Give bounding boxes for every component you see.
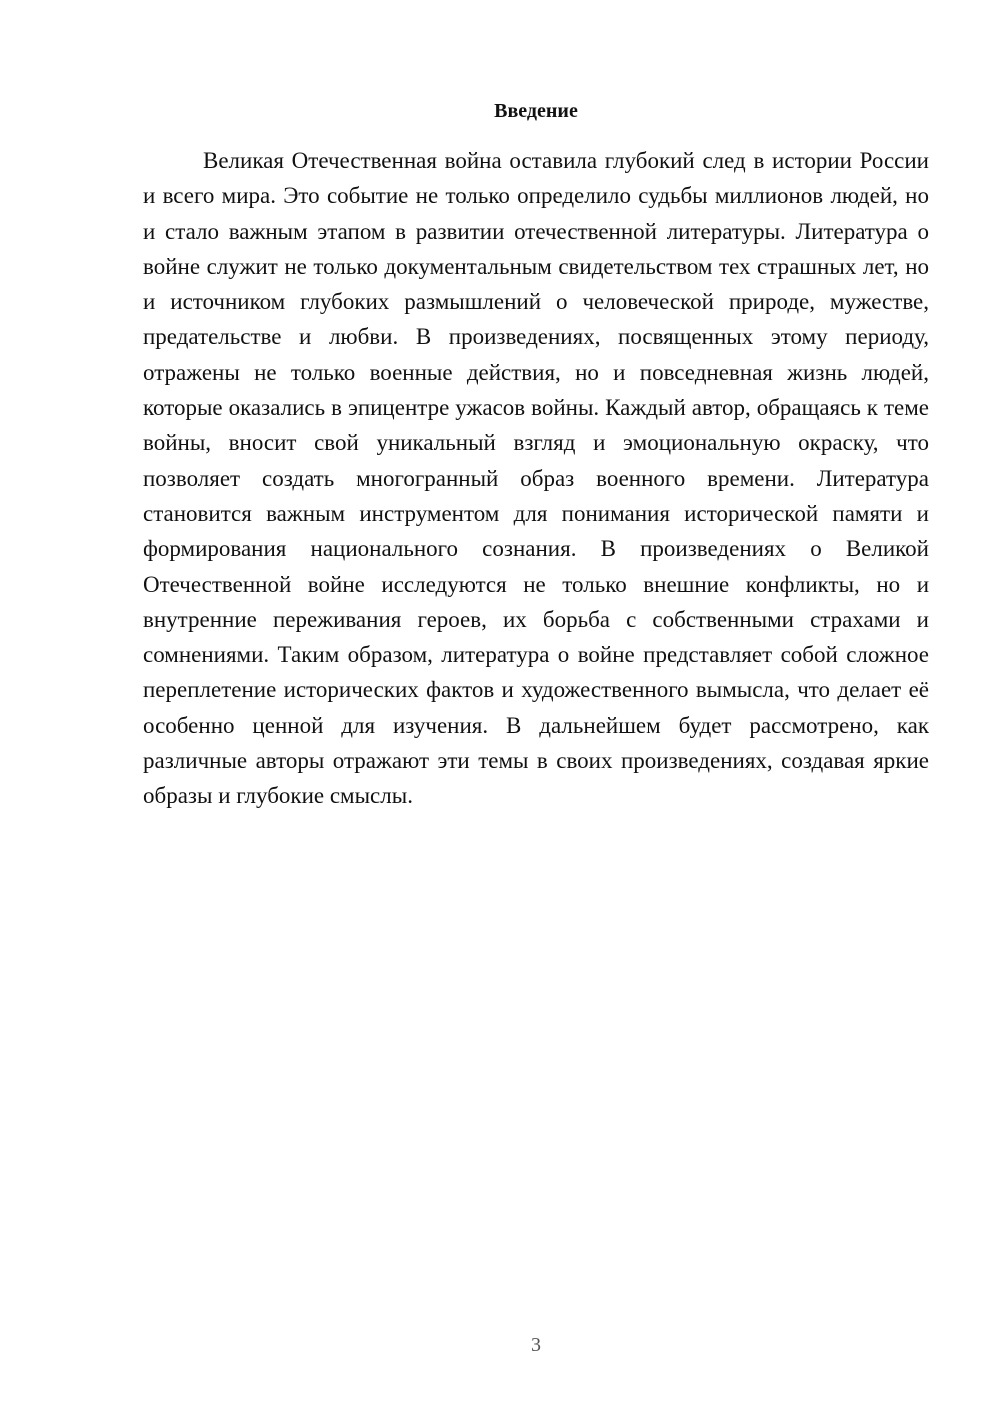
page-number: 3 [531, 1334, 541, 1356]
section-heading: Введение [494, 100, 578, 122]
body-paragraph: Великая Отечественная война оставила глубокий след в истории России и всего мира. Это событие не только определило судьбы миллионов людей, но и стало важным этапом в развитии отечественной литературы. Литература о войне служит не только документальным свидетельством тех страшных лет, но и источником глубоких размышлений о человеческой природе, мужестве, предательстве и любви. В произведениях, посвященных этому периоду, отражены не только военные действия, но и повседневная жизнь людей, которые оказались в эпицентре ужасов войны. Каждый автор, обращаясь к теме войны, вносит свой уникальный взгляд и эмоциональную окраску, что позволяет создать многогранный образ военного времени. Литература становится важным инструментом для понимания исторической памяти и формирования национального сознания. В произведениях о Великой Отечественной войне исследуются не только внешние конфликты, но и внутренние переживания героев, их борьба с собственными страхами и сомнениями. Таким образом, литература о войне представляет собой сложное переплетение исторических фактов и художественного вымысла, что делает её особенно ценной для изучения. В дальнейшем будет рассмотрено, как различные авторы отражают эти темы в своих произведениях, создавая яркие образы и глубокие смыслы. [143, 148, 929, 809]
